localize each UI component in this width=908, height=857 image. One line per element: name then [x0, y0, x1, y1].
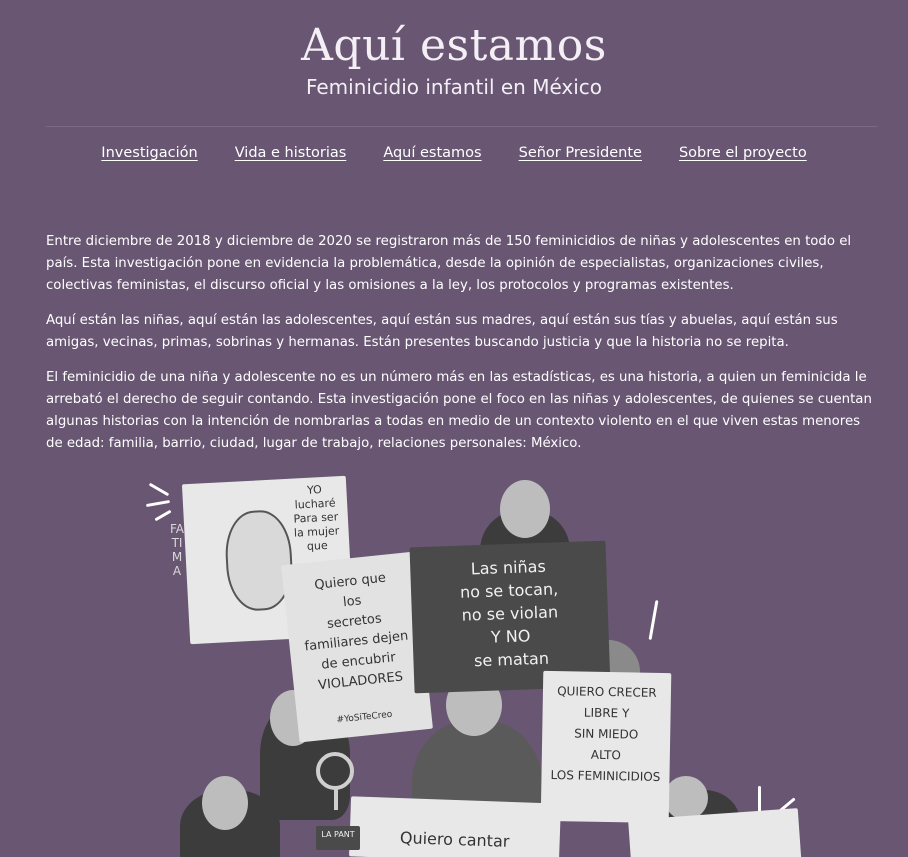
nav-link-sobre-el-proyecto[interactable]: Sobre el proyecto — [678, 145, 807, 161]
sign-text: Quiero que los secretos familiares dejen de encubrir VIOLADORES — [303, 570, 409, 694]
girl-face — [202, 776, 248, 830]
intro-paragraph: Aquí están las niñas, aquí están las adolescentes, aquí están sus madres, aquí están sus tías y abuelas, aquí están sus amigas, vecinas, primas, sobrinas y hermanas. Están presentes buscando justicia y que la historia no se repita. — [46, 313, 838, 350]
protest-sign — [316, 826, 360, 850]
site-subtitle: Feminicidio infantil en México — [305, 75, 603, 99]
venus-symbol-icon — [316, 752, 354, 790]
protest-sign — [349, 796, 561, 857]
sign-text: QUIERO CRECER LIBRE Y SIN MIEDO ALTO LOS FEMINICIDIOS — [550, 684, 661, 784]
girl-face — [500, 480, 550, 538]
sign-text: Las niñas no se tocan, no se violan Y NO se matan — [459, 556, 559, 671]
arrow-stroke — [649, 600, 659, 640]
sign-text: LA PANT — [321, 830, 355, 839]
intro-paragraph: El feminicidio de una niña y adolescente no es un número más en las estadísticas, es una historia, a quien un feminicida le arrebató el derecho de seguir contando. Esta investigación pone el foco en las niñas y adolescentes, de quienes se cuentan algunas historias con la intención de nombrarlas a todas en medio de un contexto violento en el que viven estas menores de edad: familia, barrio, ciudad, lugar de trabajo, relaciones personales: México. — [46, 370, 872, 451]
nav-link-senor-presidente[interactable]: Señor Presidente — [518, 145, 642, 161]
header-divider — [46, 126, 878, 127]
protest-collage-image — [140, 470, 810, 857]
accent-stroke — [149, 483, 170, 497]
main-nav — [0, 143, 908, 163]
site-title[interactable]: Aquí estamos — [301, 20, 607, 71]
accent-stroke — [154, 510, 171, 522]
intro-paragraph: Entre diciembre de 2018 y diciembre de 2020 se registraron más de 150 feminicidios de niñas y adolescentes en todo el país. Esta investigación pone en evidencia la problemática, desde la opinión de especialistas, organizaciones civiles, colectivas feministas, el discurso oficial y las omisiones a la ley, los protocolos y programas existentes. — [46, 234, 852, 293]
sign-text: #YoSiTeCreo — [336, 709, 393, 726]
venus-symbol-icon — [334, 788, 338, 810]
sign-text: Quiero cantar — [399, 828, 510, 851]
protest-sign — [541, 671, 672, 823]
intro-text — [46, 231, 878, 468]
protest-sign — [410, 541, 611, 694]
nav-link-investigacion[interactable]: Investigación — [101, 145, 198, 161]
accent-stroke — [146, 500, 170, 507]
girl-face — [664, 776, 708, 820]
protest-sign — [170, 522, 192, 642]
nav-link-vida-e-historias[interactable]: Vida e historias — [234, 145, 347, 161]
nav-link-aqui-estamos[interactable]: Aquí estamos — [383, 145, 482, 161]
sign-text: FATIMA — [170, 522, 185, 578]
sign-text: YO lucharé Para ser la mujer que — [293, 483, 340, 553]
